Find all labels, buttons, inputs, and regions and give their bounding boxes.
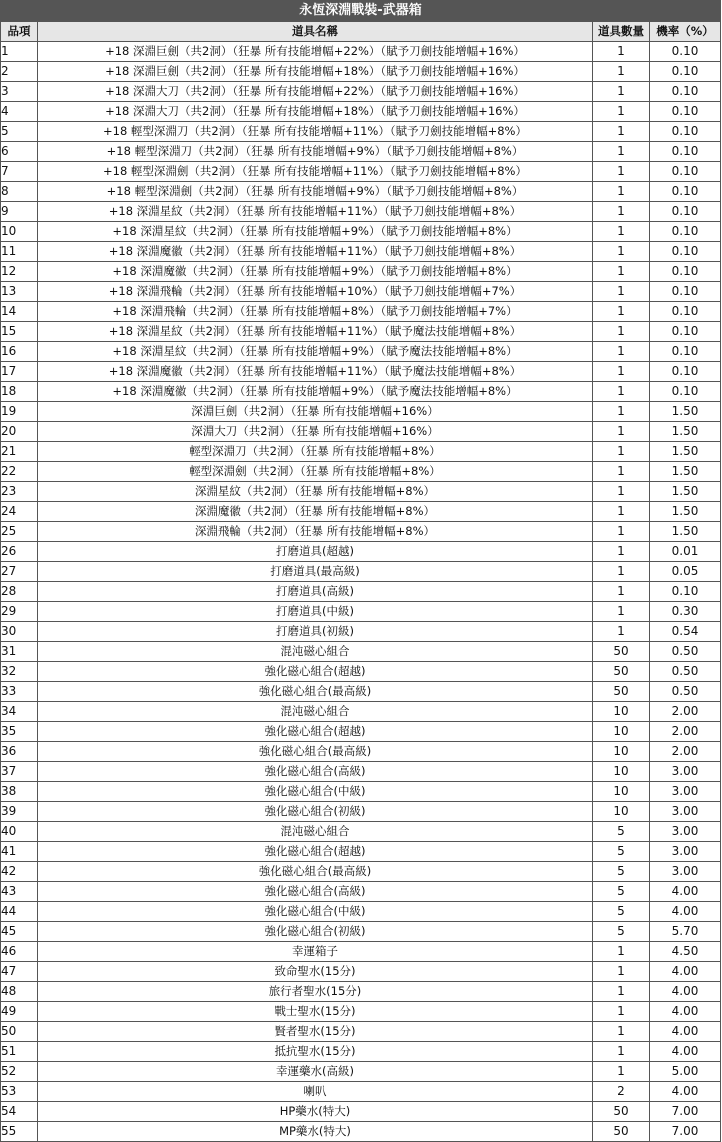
row-id: 16 bbox=[1, 342, 38, 362]
row-qty: 1 bbox=[593, 442, 650, 462]
row-name: 強化磁心組合(初級) bbox=[38, 802, 593, 822]
row-rate: 0.10 bbox=[650, 122, 721, 142]
row-rate: 3.00 bbox=[650, 822, 721, 842]
row-id: 55 bbox=[1, 1122, 38, 1142]
row-id: 49 bbox=[1, 1002, 38, 1022]
table-row bbox=[1, 182, 721, 202]
table-row bbox=[1, 382, 721, 402]
table-row bbox=[1, 362, 721, 382]
row-rate: 4.50 bbox=[650, 942, 721, 962]
row-name: 深淵星紋（共2洞）（狂暴 所有技能增幅+8%） bbox=[38, 482, 593, 502]
row-id: 20 bbox=[1, 422, 38, 442]
row-name: 打磨道具(超越) bbox=[38, 542, 593, 562]
row-qty: 10 bbox=[593, 782, 650, 802]
row-name: 喇叭 bbox=[38, 1082, 593, 1102]
table-row bbox=[1, 222, 721, 242]
row-id: 12 bbox=[1, 262, 38, 282]
row-id: 36 bbox=[1, 742, 38, 762]
row-qty: 1 bbox=[593, 342, 650, 362]
row-name: 深淵大刀（共2洞）（狂暴 所有技能增幅+16%） bbox=[38, 422, 593, 442]
row-qty: 1 bbox=[593, 402, 650, 422]
row-rate: 0.10 bbox=[650, 262, 721, 282]
table-row bbox=[1, 562, 721, 582]
table-row bbox=[1, 1102, 721, 1122]
row-rate: 0.50 bbox=[650, 682, 721, 702]
row-id: 15 bbox=[1, 322, 38, 342]
row-name: 打磨道具(初級) bbox=[38, 622, 593, 642]
row-rate: 1.50 bbox=[650, 422, 721, 442]
row-qty: 1 bbox=[593, 462, 650, 482]
table-row bbox=[1, 1082, 721, 1102]
row-qty: 1 bbox=[593, 282, 650, 302]
row-name: 強化磁心組合(高級) bbox=[38, 882, 593, 902]
table-title: 永恆深淵戰裝-武器箱 bbox=[0, 0, 721, 21]
row-id: 1 bbox=[1, 42, 38, 62]
table-row bbox=[1, 322, 721, 342]
row-id: 9 bbox=[1, 202, 38, 222]
table-row bbox=[1, 482, 721, 502]
row-name: 強化磁心組合(高級) bbox=[38, 762, 593, 782]
row-qty: 1 bbox=[593, 602, 650, 622]
row-qty: 5 bbox=[593, 882, 650, 902]
row-rate: 1.50 bbox=[650, 462, 721, 482]
row-rate: 0.10 bbox=[650, 182, 721, 202]
row-qty: 1 bbox=[593, 82, 650, 102]
table-row bbox=[1, 622, 721, 642]
row-qty: 10 bbox=[593, 742, 650, 762]
row-name: 致命聖水(15分) bbox=[38, 962, 593, 982]
row-qty: 1 bbox=[593, 1002, 650, 1022]
table-row bbox=[1, 742, 721, 762]
row-rate: 0.10 bbox=[650, 42, 721, 62]
row-rate: 7.00 bbox=[650, 1102, 721, 1122]
table-row bbox=[1, 522, 721, 542]
row-name: +18 深淵巨劍（共2洞）（狂暴 所有技能增幅+18%）（賦予刀劍技能增幅+16%） bbox=[38, 62, 593, 82]
row-qty: 1 bbox=[593, 182, 650, 202]
table-row bbox=[1, 242, 721, 262]
row-qty: 1 bbox=[593, 262, 650, 282]
table-row bbox=[1, 682, 721, 702]
row-qty: 1 bbox=[593, 622, 650, 642]
row-id: 18 bbox=[1, 382, 38, 402]
row-name: 輕型深淵劍（共2洞）（狂暴 所有技能增幅+8%） bbox=[38, 462, 593, 482]
row-name: 強化磁心組合(初級) bbox=[38, 922, 593, 942]
row-qty: 50 bbox=[593, 662, 650, 682]
row-id: 35 bbox=[1, 722, 38, 742]
row-rate: 0.30 bbox=[650, 602, 721, 622]
row-id: 17 bbox=[1, 362, 38, 382]
row-rate: 1.50 bbox=[650, 502, 721, 522]
table-row bbox=[1, 942, 721, 962]
row-qty: 1 bbox=[593, 942, 650, 962]
row-name: +18 深淵魔徽（共2洞）（狂暴 所有技能增幅+9%）（賦予魔法技能增幅+8%） bbox=[38, 382, 593, 402]
row-name: +18 深淵星紋（共2洞）（狂暴 所有技能增幅+9%）（賦予刀劍技能增幅+8%） bbox=[38, 222, 593, 242]
row-rate: 0.10 bbox=[650, 142, 721, 162]
row-qty: 5 bbox=[593, 862, 650, 882]
row-id: 37 bbox=[1, 762, 38, 782]
row-id: 30 bbox=[1, 622, 38, 642]
row-rate: 2.00 bbox=[650, 722, 721, 742]
row-qty: 1 bbox=[593, 582, 650, 602]
row-qty: 1 bbox=[593, 142, 650, 162]
row-name: +18 深淵星紋（共2洞）（狂暴 所有技能增幅+9%）（賦予魔法技能增幅+8%） bbox=[38, 342, 593, 362]
row-name: +18 深淵大刀（共2洞）（狂暴 所有技能增幅+18%）（賦予刀劍技能增幅+16%） bbox=[38, 102, 593, 122]
row-name: 深淵魔徽（共2洞）（狂暴 所有技能增幅+8%） bbox=[38, 502, 593, 522]
row-name: +18 深淵魔徽（共2洞）（狂暴 所有技能增幅+11%）（賦予刀劍技能增幅+8%） bbox=[38, 242, 593, 262]
row-rate: 0.10 bbox=[650, 362, 721, 382]
header-row bbox=[1, 22, 721, 42]
row-qty: 1 bbox=[593, 162, 650, 182]
row-name: 幸運藥水(高級) bbox=[38, 1062, 593, 1082]
row-id: 42 bbox=[1, 862, 38, 882]
row-name: 強化磁心組合(最高級) bbox=[38, 862, 593, 882]
row-name: +18 深淵飛輪（共2洞）（狂暴 所有技能增幅+10%）（賦予刀劍技能增幅+7%） bbox=[38, 282, 593, 302]
row-qty: 1 bbox=[593, 222, 650, 242]
row-rate: 1.50 bbox=[650, 482, 721, 502]
row-rate: 0.10 bbox=[650, 162, 721, 182]
header-qty: 道具數量 bbox=[593, 22, 650, 42]
row-rate: 3.00 bbox=[650, 842, 721, 862]
row-name: 深淵巨劍（共2洞）（狂暴 所有技能增幅+16%） bbox=[38, 402, 593, 422]
row-name: +18 深淵大刀（共2洞）（狂暴 所有技能增幅+22%）（賦予刀劍技能增幅+16%） bbox=[38, 82, 593, 102]
row-name: +18 輕型深淵刀（共2洞）（狂暴 所有技能增幅+11%）（賦予刀劍技能增幅+8%） bbox=[38, 122, 593, 142]
row-name: 抵抗聖水(15分) bbox=[38, 1042, 593, 1062]
row-id: 22 bbox=[1, 462, 38, 482]
row-qty: 5 bbox=[593, 902, 650, 922]
row-rate: 3.00 bbox=[650, 862, 721, 882]
row-rate: 1.50 bbox=[650, 442, 721, 462]
row-name: +18 深淵魔徽（共2洞）（狂暴 所有技能增幅+9%）（賦予刀劍技能增幅+8%） bbox=[38, 262, 593, 282]
row-rate: 1.50 bbox=[650, 402, 721, 422]
row-qty: 1 bbox=[593, 42, 650, 62]
table-row bbox=[1, 542, 721, 562]
row-rate: 2.00 bbox=[650, 702, 721, 722]
row-id: 24 bbox=[1, 502, 38, 522]
table-row bbox=[1, 102, 721, 122]
row-name: 戰士聖水(15分) bbox=[38, 1002, 593, 1022]
row-id: 46 bbox=[1, 942, 38, 962]
row-qty: 1 bbox=[593, 242, 650, 262]
row-rate: 0.10 bbox=[650, 382, 721, 402]
row-qty: 1 bbox=[593, 962, 650, 982]
row-qty: 50 bbox=[593, 1122, 650, 1142]
row-id: 27 bbox=[1, 562, 38, 582]
row-rate: 5.70 bbox=[650, 922, 721, 942]
row-rate: 4.00 bbox=[650, 982, 721, 1002]
row-name: 混沌磁心組合 bbox=[38, 702, 593, 722]
row-qty: 50 bbox=[593, 642, 650, 662]
row-id: 29 bbox=[1, 602, 38, 622]
row-id: 41 bbox=[1, 842, 38, 862]
table-row bbox=[1, 502, 721, 522]
row-qty: 50 bbox=[593, 1102, 650, 1122]
table-row bbox=[1, 142, 721, 162]
row-qty: 1 bbox=[593, 202, 650, 222]
row-qty: 1 bbox=[593, 382, 650, 402]
row-qty: 1 bbox=[593, 322, 650, 342]
table-row bbox=[1, 862, 721, 882]
row-rate: 3.00 bbox=[650, 762, 721, 782]
row-id: 52 bbox=[1, 1062, 38, 1082]
table-row bbox=[1, 602, 721, 622]
row-qty: 1 bbox=[593, 1022, 650, 1042]
row-id: 26 bbox=[1, 542, 38, 562]
table-body bbox=[1, 42, 721, 1142]
row-qty: 1 bbox=[593, 502, 650, 522]
row-id: 45 bbox=[1, 922, 38, 942]
row-rate: 0.10 bbox=[650, 582, 721, 602]
row-rate: 2.00 bbox=[650, 742, 721, 762]
row-name: 強化磁心組合(中級) bbox=[38, 902, 593, 922]
table-row bbox=[1, 902, 721, 922]
row-rate: 4.00 bbox=[650, 882, 721, 902]
row-qty: 2 bbox=[593, 1082, 650, 1102]
table-row bbox=[1, 582, 721, 602]
table-row bbox=[1, 882, 721, 902]
table-row bbox=[1, 1042, 721, 1062]
table-row bbox=[1, 1002, 721, 1022]
row-rate: 0.54 bbox=[650, 622, 721, 642]
row-qty: 10 bbox=[593, 762, 650, 782]
row-rate: 0.01 bbox=[650, 542, 721, 562]
row-name: 強化磁心組合(最高級) bbox=[38, 682, 593, 702]
row-name: MP藥水(特大) bbox=[38, 1122, 593, 1142]
table-row bbox=[1, 642, 721, 662]
table-row bbox=[1, 342, 721, 362]
row-id: 31 bbox=[1, 642, 38, 662]
row-qty: 10 bbox=[593, 702, 650, 722]
row-name: +18 輕型深淵劍（共2洞）（狂暴 所有技能增幅+11%）（賦予刀劍技能增幅+8%） bbox=[38, 162, 593, 182]
row-rate: 4.00 bbox=[650, 1082, 721, 1102]
row-id: 19 bbox=[1, 402, 38, 422]
table-row bbox=[1, 802, 721, 822]
row-name: 混沌磁心組合 bbox=[38, 822, 593, 842]
row-rate: 3.00 bbox=[650, 782, 721, 802]
row-rate: 0.10 bbox=[650, 82, 721, 102]
table-row bbox=[1, 722, 721, 742]
row-rate: 1.50 bbox=[650, 522, 721, 542]
row-name: 強化磁心組合(超越) bbox=[38, 842, 593, 862]
row-rate: 5.00 bbox=[650, 1062, 721, 1082]
row-qty: 1 bbox=[593, 562, 650, 582]
row-id: 21 bbox=[1, 442, 38, 462]
row-rate: 4.00 bbox=[650, 1022, 721, 1042]
row-id: 39 bbox=[1, 802, 38, 822]
row-rate: 3.00 bbox=[650, 802, 721, 822]
row-id: 32 bbox=[1, 662, 38, 682]
row-name: +18 深淵巨劍（共2洞）（狂暴 所有技能增幅+22%）（賦予刀劍技能增幅+16%） bbox=[38, 42, 593, 62]
row-qty: 5 bbox=[593, 822, 650, 842]
table-row bbox=[1, 962, 721, 982]
table-row bbox=[1, 782, 721, 802]
row-name: +18 輕型深淵刀（共2洞）（狂暴 所有技能增幅+9%）（賦予刀劍技能增幅+8%） bbox=[38, 142, 593, 162]
table-row bbox=[1, 162, 721, 182]
row-name: 打磨道具(高級) bbox=[38, 582, 593, 602]
row-rate: 0.10 bbox=[650, 202, 721, 222]
table-row bbox=[1, 462, 721, 482]
row-id: 7 bbox=[1, 162, 38, 182]
row-name: +18 深淵飛輪（共2洞）（狂暴 所有技能增幅+8%）（賦予刀劍技能增幅+7%） bbox=[38, 302, 593, 322]
row-id: 47 bbox=[1, 962, 38, 982]
table-row bbox=[1, 62, 721, 82]
row-id: 48 bbox=[1, 982, 38, 1002]
row-qty: 10 bbox=[593, 722, 650, 742]
row-qty: 1 bbox=[593, 982, 650, 1002]
row-rate: 0.10 bbox=[650, 222, 721, 242]
table-row bbox=[1, 922, 721, 942]
row-qty: 1 bbox=[593, 302, 650, 322]
row-name: 強化磁心組合(最高級) bbox=[38, 742, 593, 762]
table-row bbox=[1, 122, 721, 142]
row-name: 強化磁心組合(中級) bbox=[38, 782, 593, 802]
row-qty: 1 bbox=[593, 542, 650, 562]
row-id: 2 bbox=[1, 62, 38, 82]
row-qty: 5 bbox=[593, 922, 650, 942]
row-id: 23 bbox=[1, 482, 38, 502]
row-id: 4 bbox=[1, 102, 38, 122]
row-rate: 4.00 bbox=[650, 1042, 721, 1062]
row-name: 打磨道具(最高級) bbox=[38, 562, 593, 582]
row-id: 44 bbox=[1, 902, 38, 922]
row-rate: 7.00 bbox=[650, 1122, 721, 1142]
row-name: 輕型深淵刀（共2洞）（狂暴 所有技能增幅+8%） bbox=[38, 442, 593, 462]
row-name: 旅行者聖水(15分) bbox=[38, 982, 593, 1002]
row-id: 53 bbox=[1, 1082, 38, 1102]
row-id: 50 bbox=[1, 1022, 38, 1042]
table-row bbox=[1, 422, 721, 442]
row-id: 51 bbox=[1, 1042, 38, 1062]
row-id: 11 bbox=[1, 242, 38, 262]
row-name: +18 輕型深淵劍（共2洞）（狂暴 所有技能增幅+9%）（賦予刀劍技能增幅+8%） bbox=[38, 182, 593, 202]
row-name: 打磨道具(中級) bbox=[38, 602, 593, 622]
header-rate: 機率（%） bbox=[650, 22, 721, 42]
table-row bbox=[1, 662, 721, 682]
table-row bbox=[1, 42, 721, 62]
row-name: 幸運箱子 bbox=[38, 942, 593, 962]
row-qty: 10 bbox=[593, 802, 650, 822]
row-rate: 4.00 bbox=[650, 962, 721, 982]
row-id: 43 bbox=[1, 882, 38, 902]
table-row bbox=[1, 262, 721, 282]
row-qty: 1 bbox=[593, 1042, 650, 1062]
table-row bbox=[1, 1122, 721, 1142]
row-name: HP藥水(特大) bbox=[38, 1102, 593, 1122]
row-id: 34 bbox=[1, 702, 38, 722]
table-row bbox=[1, 282, 721, 302]
row-id: 38 bbox=[1, 782, 38, 802]
table-row bbox=[1, 202, 721, 222]
row-qty: 1 bbox=[593, 62, 650, 82]
row-id: 33 bbox=[1, 682, 38, 702]
row-rate: 0.10 bbox=[650, 302, 721, 322]
table-row bbox=[1, 1022, 721, 1042]
row-id: 6 bbox=[1, 142, 38, 162]
table-row bbox=[1, 822, 721, 842]
table-row bbox=[1, 702, 721, 722]
row-name: +18 深淵魔徽（共2洞）（狂暴 所有技能增幅+11%）（賦予魔法技能增幅+8%） bbox=[38, 362, 593, 382]
row-rate: 0.10 bbox=[650, 342, 721, 362]
row-rate: 0.50 bbox=[650, 662, 721, 682]
row-id: 54 bbox=[1, 1102, 38, 1122]
header-id: 品項 bbox=[1, 22, 38, 42]
row-id: 14 bbox=[1, 302, 38, 322]
row-qty: 1 bbox=[593, 122, 650, 142]
row-id: 13 bbox=[1, 282, 38, 302]
row-qty: 50 bbox=[593, 682, 650, 702]
row-id: 3 bbox=[1, 82, 38, 102]
row-rate: 0.50 bbox=[650, 642, 721, 662]
row-name: 混沌磁心組合 bbox=[38, 642, 593, 662]
row-name: +18 深淵星紋（共2洞）（狂暴 所有技能增幅+11%）（賦予魔法技能增幅+8%） bbox=[38, 322, 593, 342]
row-id: 5 bbox=[1, 122, 38, 142]
row-qty: 1 bbox=[593, 362, 650, 382]
row-id: 28 bbox=[1, 582, 38, 602]
row-qty: 5 bbox=[593, 842, 650, 862]
row-qty: 1 bbox=[593, 102, 650, 122]
row-name: 賢者聖水(15分) bbox=[38, 1022, 593, 1042]
row-rate: 0.10 bbox=[650, 62, 721, 82]
row-qty: 1 bbox=[593, 522, 650, 542]
row-name: 強化磁心組合(超越) bbox=[38, 662, 593, 682]
row-id: 40 bbox=[1, 822, 38, 842]
row-rate: 4.00 bbox=[650, 902, 721, 922]
row-rate: 0.10 bbox=[650, 102, 721, 122]
header-name: 道具名稱 bbox=[38, 22, 593, 42]
row-name: 強化磁心組合(超越) bbox=[38, 722, 593, 742]
table-row bbox=[1, 442, 721, 462]
row-rate: 0.05 bbox=[650, 562, 721, 582]
row-qty: 1 bbox=[593, 1062, 650, 1082]
row-id: 8 bbox=[1, 182, 38, 202]
row-rate: 0.10 bbox=[650, 322, 721, 342]
table-row bbox=[1, 842, 721, 862]
row-rate: 0.10 bbox=[650, 282, 721, 302]
row-qty: 1 bbox=[593, 482, 650, 502]
table-row bbox=[1, 302, 721, 322]
table-row bbox=[1, 982, 721, 1002]
row-name: +18 深淵星紋（共2洞）（狂暴 所有技能增幅+11%）（賦予刀劍技能增幅+8%） bbox=[38, 202, 593, 222]
row-id: 25 bbox=[1, 522, 38, 542]
row-name: 深淵飛輪（共2洞）（狂暴 所有技能增幅+8%） bbox=[38, 522, 593, 542]
row-id: 10 bbox=[1, 222, 38, 242]
row-rate: 0.10 bbox=[650, 242, 721, 262]
row-rate: 4.00 bbox=[650, 1002, 721, 1022]
table-row bbox=[1, 402, 721, 422]
table-row bbox=[1, 1062, 721, 1082]
table-row bbox=[1, 762, 721, 782]
row-qty: 1 bbox=[593, 422, 650, 442]
table-row bbox=[1, 82, 721, 102]
